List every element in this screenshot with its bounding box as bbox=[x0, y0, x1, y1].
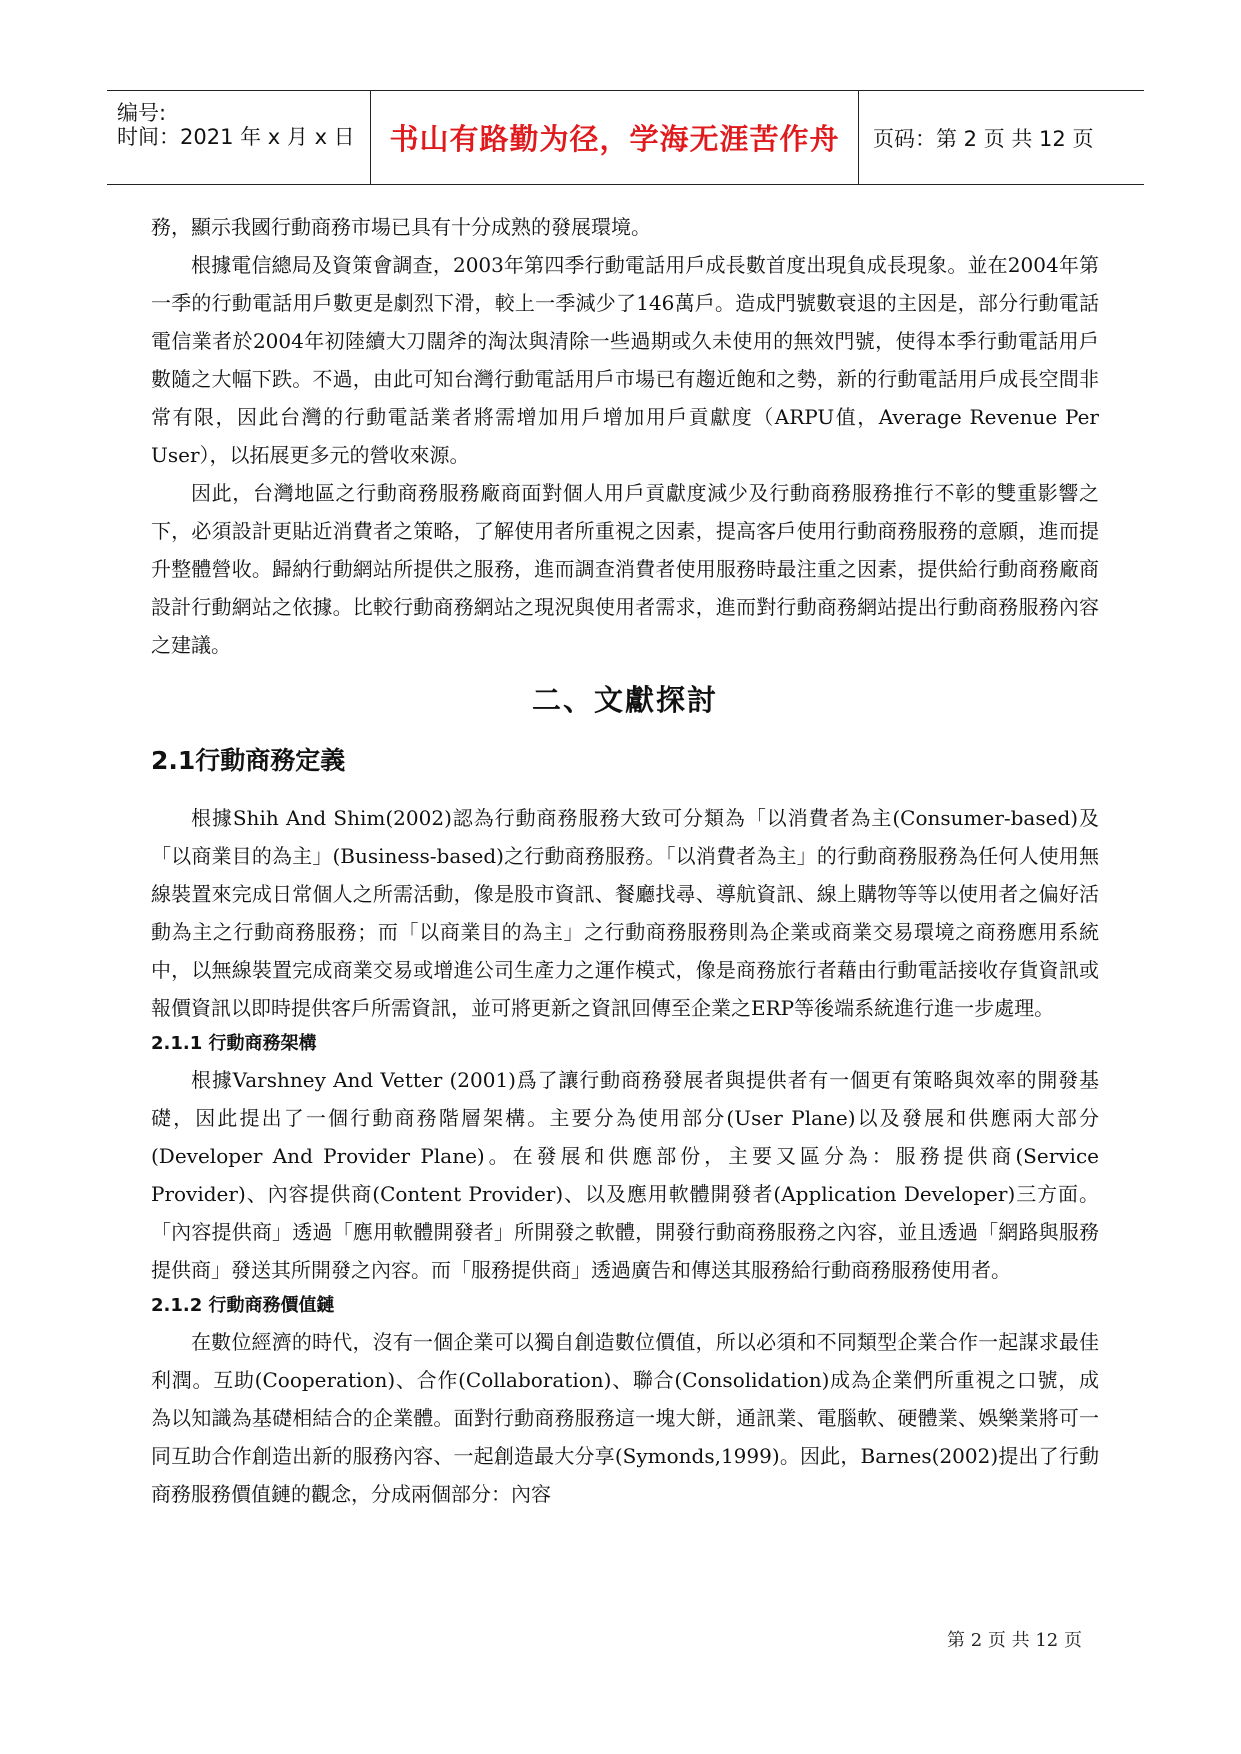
paragraph: 根據Varshney And Vetter (2001)爲了讓行動商務發展者與提供者有一個更有策略與效率的開發基礎，因此提出了一個行動商務階層架構。主要分為使用部分(User Plane)以及發展和供應兩大部分(Developer And Provider Plane)。在發展和供應部份，主要又區分為：服務提供商(Service Provider)、內容提供商(Content Provider)、以及應用軟體開發者(Application Developer)三方面。「內容提供商」透過「應用軟體開發者」所開發之軟體，開發行動商務服務之內容，並且透過「網路與服務提供商」發送其所開發之內容。而「服務提供商」透過廣告和傳送其服務給行動商務服務使用者。 bbox=[151, 1068, 1099, 1282]
document-number-label: 编号: bbox=[117, 101, 167, 125]
paragraph: 因此，台灣地區之行動商務服務廠商面對個人用戶貢獻度減少及行動商務服務推行不彰的雙重影響之下，必須設計更貼近消費者之策略，了解使用者所重視之因素，提高客戶使用行動商務服務的意願，進而提升整體營收。歸納行動網站所提供之服務，進而調查消費者使用服務時最注重之因素，提供給行動商務廠商設計行動網站之依據。比較行動商務網站之現況與使用者需求，進而對行動商務網站提出行動商務服務內容之建議。 bbox=[151, 481, 1099, 657]
header-meta-cell bbox=[107, 91, 370, 184]
paragraph: 根據電信總局及資策會調查，2003年第四季行動電話用戶成長數首度出現負成長現象。並在2004年第一季的行動電話用戶數更是劇烈下滑，較上一季減少了146萬戶。造成門號數衰退的主因是，部分行動電話電信業者於2004年初陸續大刀闊斧的淘汰與清除一些過期或久未使用的無效門號，使得本季行動電話用戶數隨之大幅下跌。不過，由此可知台灣行動電話用戶市場已有趨近飽和之勢，新的行動電話用戶成長空間非常有限，因此台灣的行動電話業者將需增加用戶增加用戶貢獻度（ARPU值，Average Revenue Per User），以拓展更多元的營收來源。 bbox=[151, 253, 1099, 467]
section-heading: 2.1行動商務定義 bbox=[151, 746, 346, 775]
document-time-label: 时间：2021 年 x 月 x 日 bbox=[117, 125, 355, 149]
subsection-heading: 2.1.1 行動商務架構 bbox=[151, 1033, 317, 1054]
document-body bbox=[151, 208, 1099, 1513]
header-page-number: 页码：第 2 页 共 12 页 bbox=[873, 126, 1094, 151]
paragraph: 務，顯示我國行動商務市場已具有十分成熟的發展環境。 bbox=[151, 215, 651, 239]
document-header bbox=[107, 90, 1144, 185]
paragraph: 在數位經濟的時代，沒有一個企業可以獨自創造數位價值，所以必須和不同類型企業合作一起謀求最佳利潤。互助(Cooperation)、合作(Collaboration)、聯合(Consolidation)成為企業們所重視之口號，成為以知識為基礎相結合的企業體。面對行動商務服務這一塊大餅，通訊業、電腦軟、硬體業、娛樂業將可一同互助合作創造出新的服務內容、一起創造最大分享(Symonds,1999)。因此，Barnes(2002)提出了行動商務服務價值鏈的觀念，分成兩個部分：內容 bbox=[151, 1330, 1099, 1506]
paragraph: 根據Shih And Shim(2002)認為行動商務服務大致可分類為「以消費者為主(Consumer-based)及「以商業目的為主」(Business-based)之行動商務服務。「以消費者為主」的行動商務服務為任何人使用無線裝置來完成日常個人之所需活動，像是股市資訊、餐廳找尋、導航資訊、線上購物等等以使用者之偏好活動為主之行動商務服務；而「以商業目的為主」之行動商務服務則為企業或商業交易環境之商務應用系統中，以無線裝置完成商業交易或增進公司生產力之運作模式，像是商務旅行者藉由行動電話接收存貨資訊或報價資訊以即時提供客戶所需資訊，並可將更新之資訊回傳至企業之ERP等後端系統進行進一步處理。 bbox=[151, 806, 1099, 1020]
page-footer: 第 2 页 共 12 页 bbox=[947, 1630, 1082, 1651]
chapter-heading: 二、文獻探討 bbox=[531, 683, 718, 717]
header-motto: 书山有路勤为径，学海无涯苦作舟 bbox=[389, 122, 840, 156]
header-motto-cell bbox=[370, 91, 859, 184]
subsection-heading: 2.1.2 行動商務價值鏈 bbox=[151, 1295, 335, 1316]
header-page-cell bbox=[859, 91, 1144, 184]
